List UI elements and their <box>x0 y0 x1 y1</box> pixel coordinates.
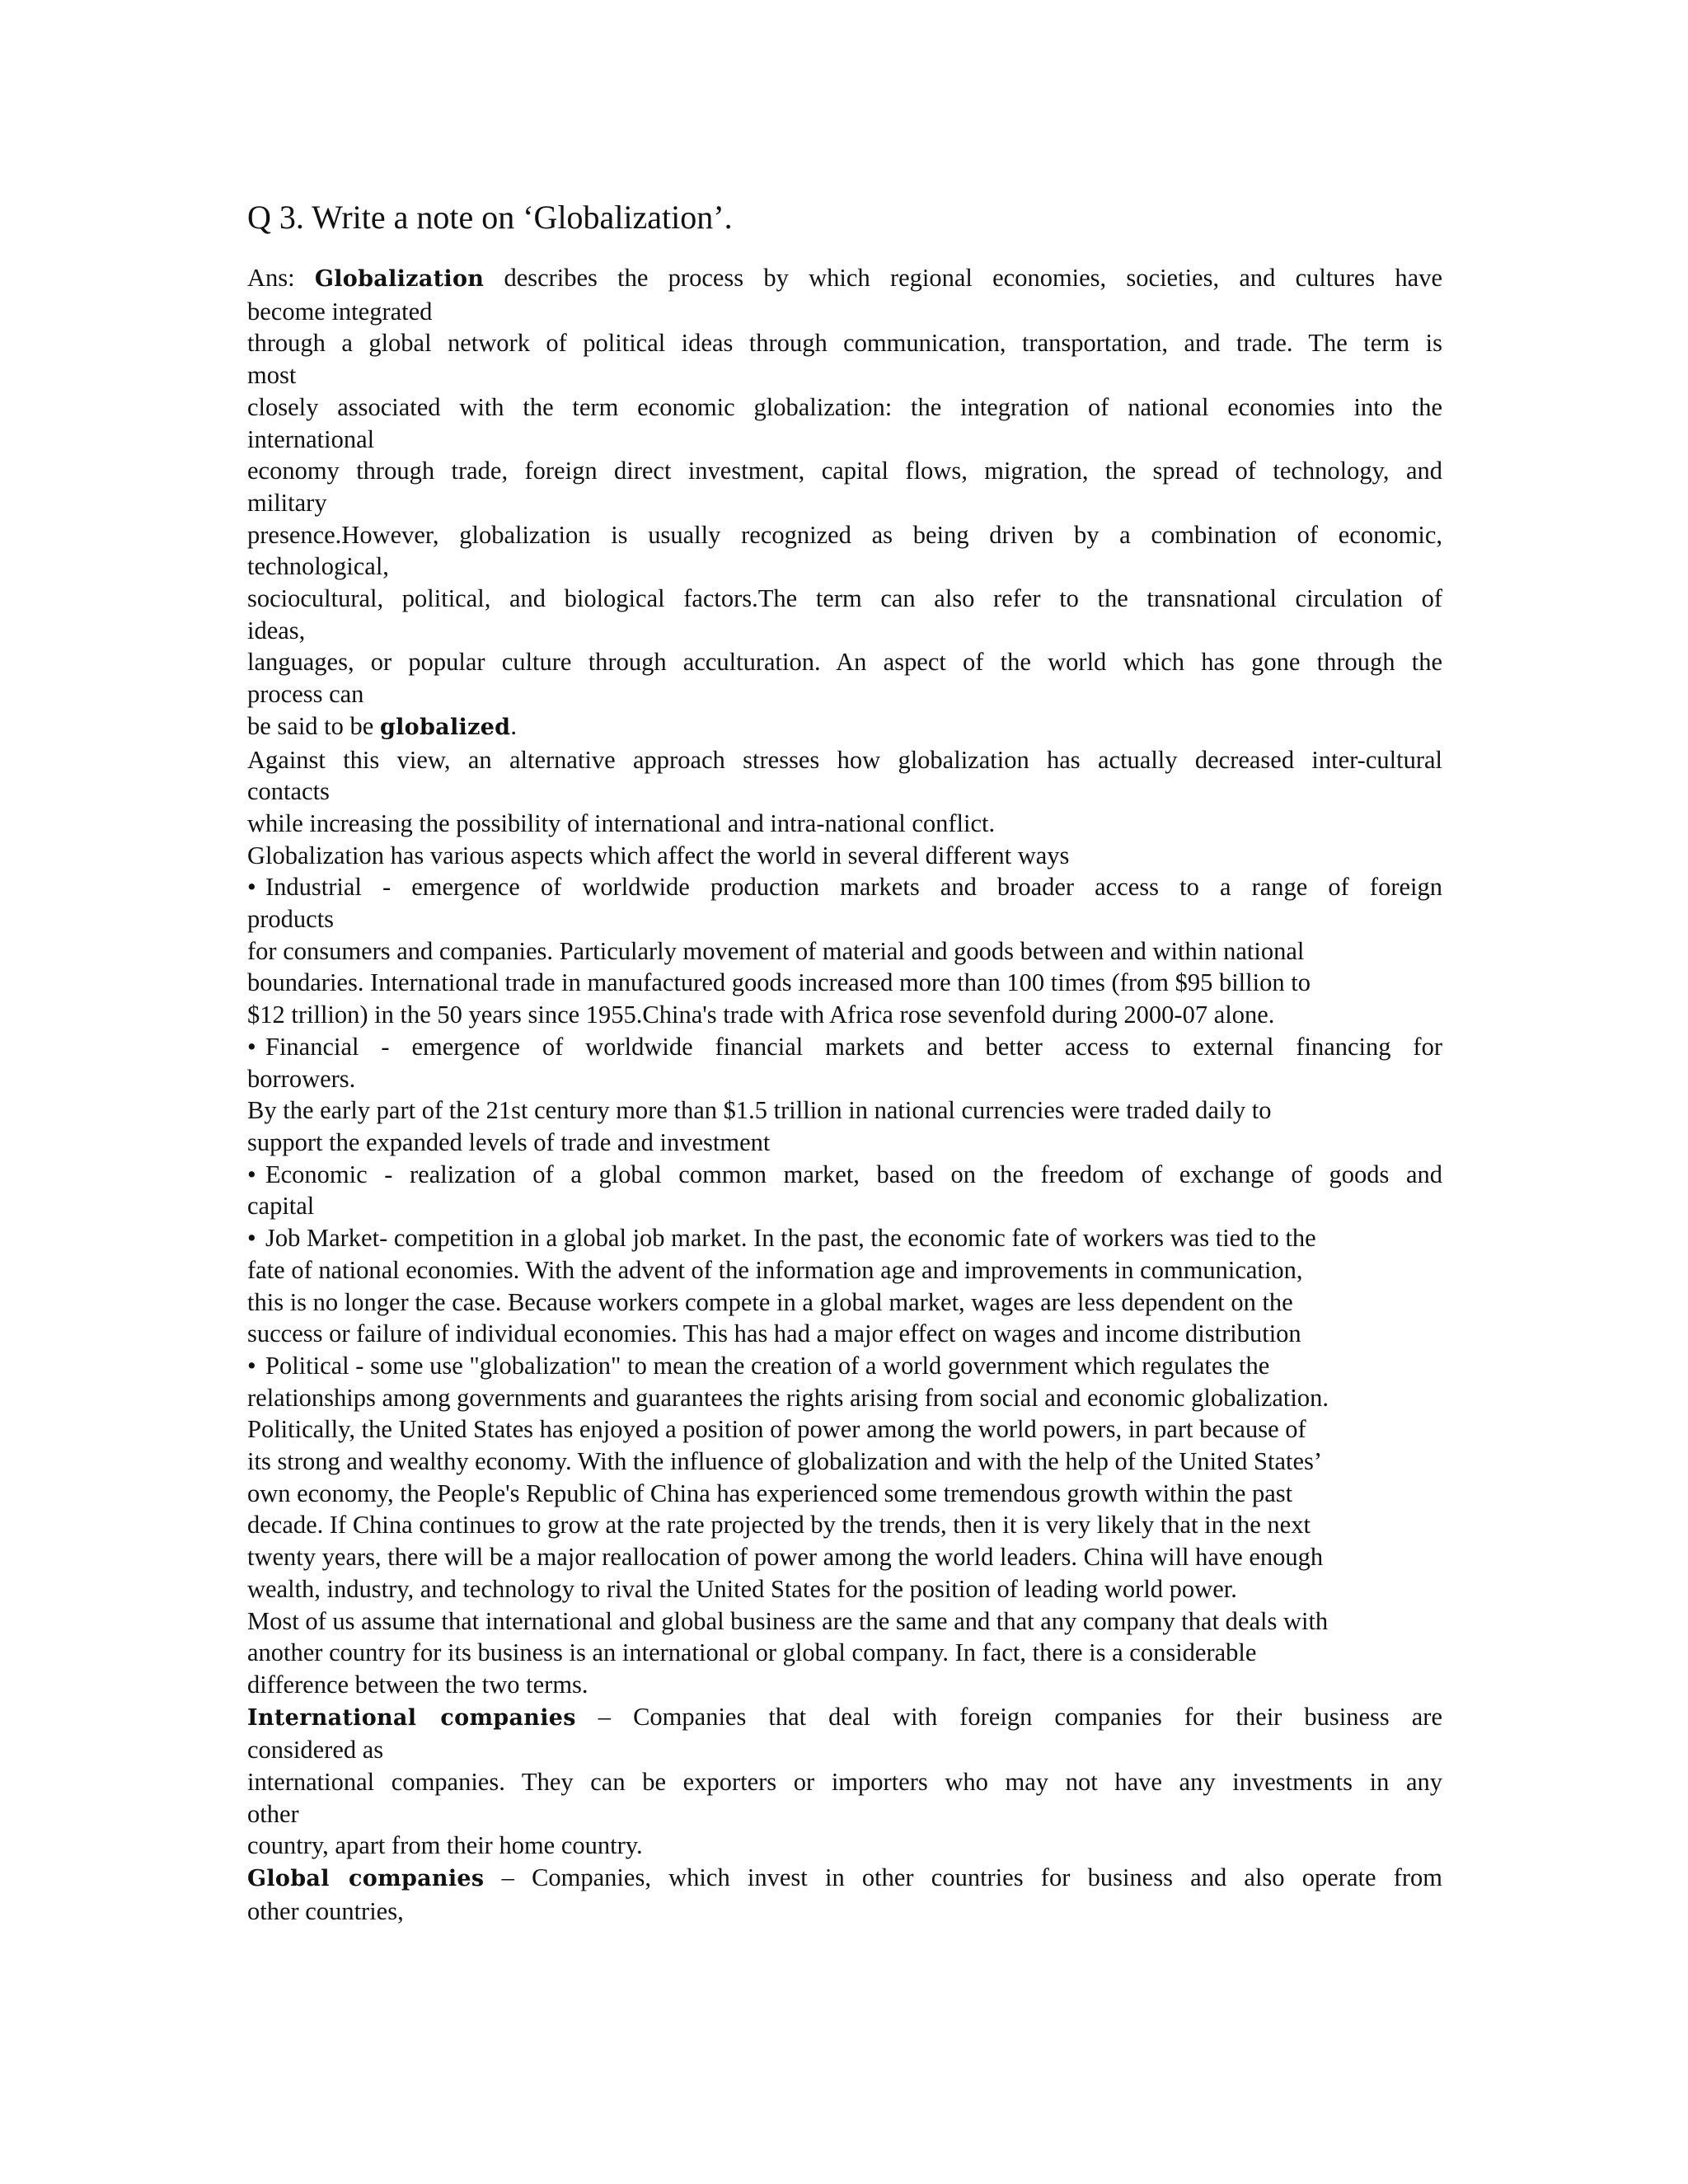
term-global-companies: Global companies <box>247 1866 485 1892</box>
text-line: sociocultural, political, and biological factors.The term can also refer to the transnational circulation of <box>247 584 1442 613</box>
text-line <box>247 1031 1442 1063</box>
text-line: for consumers and companies. Particularly movement of material and goods between and within national <box>247 936 1305 965</box>
definition-paragraph <box>247 262 1442 744</box>
text-line: boundaries. International trade in manufactured goods increased more than 100 times (from $95 billion to <box>247 968 1311 997</box>
text-line: languages, or popular culture through acculturation. An aspect of the world which has gone through the <box>247 648 1442 677</box>
text-line: through a global network of political ideas through communication, transportation, and trade. The term is <box>247 329 1442 358</box>
text-line <box>247 1159 1442 1191</box>
text-span: Job Market- competition in a global job market. In the past, the economic fate of workers was tied to the <box>265 1224 1316 1253</box>
text-span: – Companies that deal with foreign companies for their business are <box>575 1702 1442 1731</box>
bullet-icon: • <box>247 1032 256 1061</box>
text-line: Most of us assume that international and global business are the same and that any company that deals with <box>247 1606 1329 1635</box>
text-line: other countries, <box>247 1896 404 1925</box>
text-line <box>247 871 1442 903</box>
text-line: own economy, the People's Republic of China has experienced some tremendous growth within the past <box>247 1479 1293 1507</box>
alternative-view-paragraph <box>247 744 1442 872</box>
global-companies-paragraph <box>247 1862 1442 1927</box>
text-line <box>247 262 1442 296</box>
text-line <box>247 1350 1442 1382</box>
text-line: Politically, the United States has enjoyed a position of power among the world powers, in part because of <box>247 1415 1306 1444</box>
term-international-companies: International companies <box>247 1704 576 1731</box>
text-line: process can <box>247 680 364 709</box>
text-line: military <box>247 488 327 517</box>
answer-prefix: Ans: <box>247 264 315 292</box>
text-line: international companies. They can be exporters or importers who may not have any investments in any <box>247 1768 1442 1797</box>
financial-bullet <box>247 1031 1442 1159</box>
text-line: while increasing the possibility of international and intra-national conflict. <box>247 808 996 837</box>
text-line: closely associated with the term economic globalization: the integration of national economies into the <box>247 392 1442 421</box>
text-line <box>247 1862 1442 1896</box>
text-line: Globalization has various aspects which affect the world in several different ways <box>247 841 1070 869</box>
text-line: economy through trade, foreign direct investment, capital flows, migration, the spread of technology, and <box>247 457 1442 485</box>
bullet-icon: • <box>247 1224 256 1253</box>
text-line: twenty years, there will be a major reallocation of power among the world leaders. China will have enough <box>247 1543 1324 1572</box>
text-span: Financial - emergence of worldwide financial markets and better access to external financing for <box>265 1032 1442 1061</box>
text-span: Economic - realization of a global common market, based on the freedom of exchange of goods and <box>265 1160 1442 1188</box>
text-line: Against this view, an alternative approach stresses how globalization has actually decreased inter-cultural <box>247 745 1442 774</box>
page-title: Q 3. Write a note on ‘Globalization’. <box>247 199 733 236</box>
text-line: support the expanded levels of trade and investment <box>247 1127 771 1156</box>
term-globalization: Globalization <box>314 266 485 292</box>
text-line: $12 trillion) in the 50 years since 1955.China's trade with Africa rose sevenfold during 2000-07 alone. <box>247 1001 1275 1029</box>
text-line: become integrated <box>247 297 433 326</box>
text-line: relationships among governments and guarantees the rights arising from social and economic globalization. <box>247 1383 1329 1412</box>
text-line: its strong and wealthy economy. With the influence of globalization and with the help of the United States’ <box>247 1447 1323 1476</box>
text-line: presence.However, globalization is usually recognized as being driven by a combination of economic, <box>247 520 1442 549</box>
business-difference-paragraph <box>247 1605 1442 1701</box>
text-line: products <box>247 905 335 934</box>
text-line: success or failure of individual economies. This has had a major effect on wages and income distribution <box>247 1319 1301 1348</box>
industrial-bullet <box>247 871 1442 1031</box>
text-line: other <box>247 1799 299 1828</box>
bullet-icon: • <box>247 873 256 902</box>
text-span: describes the process by which regional economies, societies, and cultures have <box>484 264 1442 292</box>
economic-bullet <box>247 1159 1442 1222</box>
bullet-icon: • <box>247 1160 256 1188</box>
text-line <box>247 710 1442 744</box>
text-line <box>247 1701 1442 1735</box>
text-line: borrowers. <box>247 1064 356 1093</box>
text-line: country, apart from their home country. <box>247 1831 643 1860</box>
text-span: Industrial - emergence of worldwide production markets and broader access to a range of foreign <box>265 873 1442 902</box>
text-span: Political - some use "globalization" to mean the creation of a world government which regulates the <box>265 1351 1270 1380</box>
text-line: decade. If China continues to grow at the rate projected by the trends, then it is very likely that in the next <box>247 1511 1311 1540</box>
text-span: be said to be <box>247 711 380 740</box>
text-line: considered as <box>247 1736 384 1765</box>
text-line <box>247 1222 1442 1254</box>
text-span: – Companies, which invest in other countries for business and also operate from <box>484 1863 1443 1892</box>
political-bullet <box>247 1350 1442 1605</box>
text-line: capital <box>247 1192 315 1221</box>
text-line: ideas, <box>247 616 306 644</box>
bullet-icon: • <box>247 1351 256 1380</box>
text-line: most <box>247 361 297 390</box>
text-line: difference between the two terms. <box>247 1670 588 1699</box>
text-line: international <box>247 424 375 453</box>
document-body <box>247 196 1442 1928</box>
text-line: wealth, industry, and technology to rival the United States for the position of leading world power. <box>247 1574 1237 1603</box>
text-line: By the early part of the 21st century more than $1.5 trillion in national currencies were traded daily to <box>247 1096 1272 1125</box>
text-span: . <box>510 711 517 740</box>
job-market-bullet <box>247 1222 1442 1350</box>
text-line: this is no longer the case. Because workers compete in a global market, wages are less dependent on the <box>247 1287 1293 1316</box>
text-line: fate of national economies. With the advent of the information age and improvements in communication, <box>247 1255 1303 1284</box>
text-line: technological, <box>247 552 389 581</box>
text-line: contacts <box>247 777 330 806</box>
term-globalized: globalized <box>379 714 511 740</box>
text-line: another country for its business is an international or global company. In fact, there is a considerable <box>247 1638 1257 1667</box>
international-companies-paragraph <box>247 1701 1442 1863</box>
